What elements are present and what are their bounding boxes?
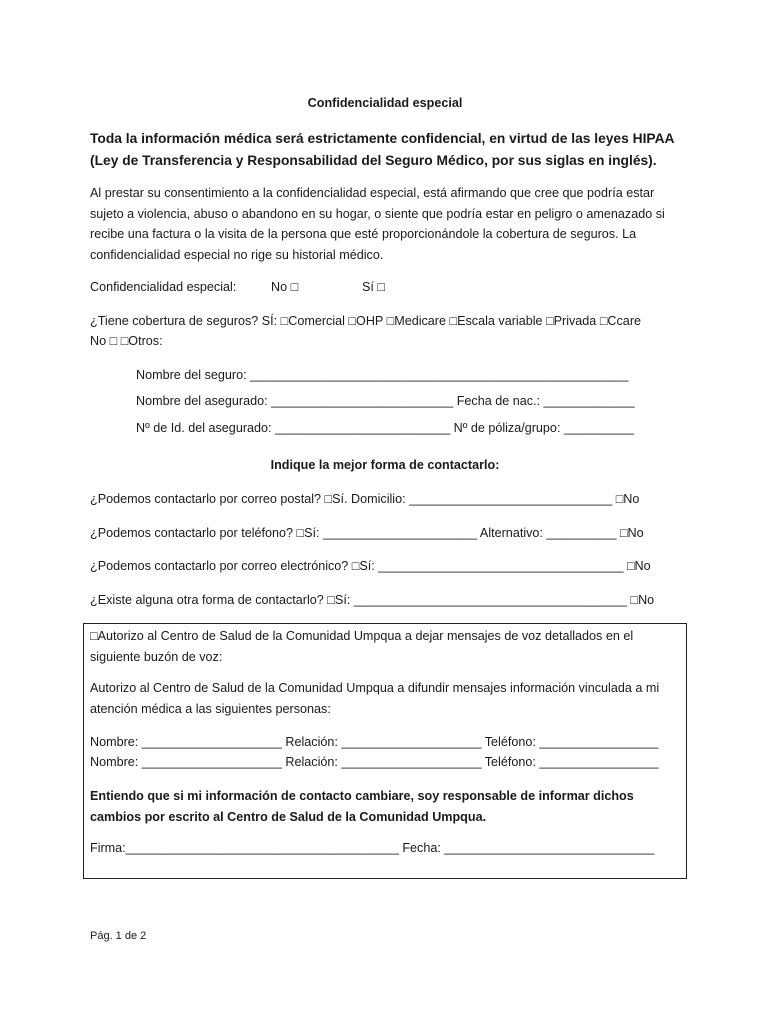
- autorizo-personas-text: Autorizo al Centro de Salud de la Comunidad Umpqua a difundir mensajes información vinculada a mi atención médica a las siguientes personas:: [90, 681, 660, 716]
- voicemail-authorization[interactable]: □Autorizo al Centro de Salud de la Comunidad Umpqua a dejar mensajes de voz detallados en el siguiente buzón de voz:: [90, 629, 634, 664]
- contact-email-question[interactable]: ¿Podemos contactarlo por correo electrónico? □Sí: ___________________________________ □No: [90, 559, 651, 573]
- confidencialidad-si-checkbox[interactable]: Sí □: [362, 280, 386, 294]
- entiendo-statement: Entiendo que si mi información de contacto cambiare, soy responsable de informar dichos cambios por escrito al Centro de Salud de la Comunidad Umpqua.: [90, 789, 634, 824]
- nombre-seguro-field[interactable]: Nombre del seguro: ______________________________________________________: [136, 368, 629, 382]
- contact-heading: Indique la mejor forma de contactarlo:: [270, 458, 500, 472]
- firma-fecha-field[interactable]: Firma:_______________________________________ Fecha: ______________________________: [90, 841, 655, 855]
- seguro-question[interactable]: ¿Tiene cobertura de seguros? SÍ: □Comercial □OHP □Medicare □Escala variable □Privada □Ccare: [90, 314, 642, 328]
- confidencialidad-no-checkbox[interactable]: No □: [271, 280, 299, 294]
- contact-postal-question[interactable]: ¿Podemos contactarlo por correo postal? □Sí. Domicilio: _____________________________ □No: [90, 492, 640, 506]
- document-title: Confidencialidad especial: [307, 96, 463, 110]
- nombre-asegurado-field[interactable]: Nombre del asegurado: __________________________ Fecha de nac.: _____________: [136, 394, 635, 408]
- contact-otra-question[interactable]: ¿Existe alguna otra forma de contactarlo? □Sí: _______________________________________ □No: [90, 593, 655, 607]
- contact-telefono-question[interactable]: ¿Podemos contactarlo por teléfono? □Sí: ______________________ Alternativo: __________ □No: [90, 526, 644, 540]
- persona-1-fields[interactable]: Nombre: ____________________ Relación: ____________________ Teléfono: _________________: [90, 735, 659, 749]
- id-asegurado-field[interactable]: Nº de Id. del asegurado: _________________________ Nº de póliza/grupo: __________: [136, 421, 634, 435]
- persona-2-fields[interactable]: Nombre: ____________________ Relación: ____________________ Teléfono: _________________: [90, 755, 659, 769]
- page-number: Pág. 1 de 2: [90, 930, 147, 942]
- confidencialidad-label: Confidencialidad especial:: [90, 280, 237, 294]
- intro-bold-statement: Toda la información médica será estrictamente confidencial, en virtud de las leyes HIPAA (Ley de Transferencia y Responsabilidad del Seguro Médico, por sus siglas en inglés).: [90, 131, 675, 168]
- intro-paragraph: Al prestar su consentimiento a la confidencialidad especial, está afirmando que cree que podría estar sujeto a violencia, abuso o abandono en su hogar, o siente que podría estar en peligro o amenazado si recibe una factura o la visita de la persona que esté proporcionándole la cobertura de seguros. La confidencialidad especial no rige su historial médico.: [90, 186, 665, 262]
- seguro-no-otros[interactable]: No □ □Otros:: [90, 334, 163, 348]
